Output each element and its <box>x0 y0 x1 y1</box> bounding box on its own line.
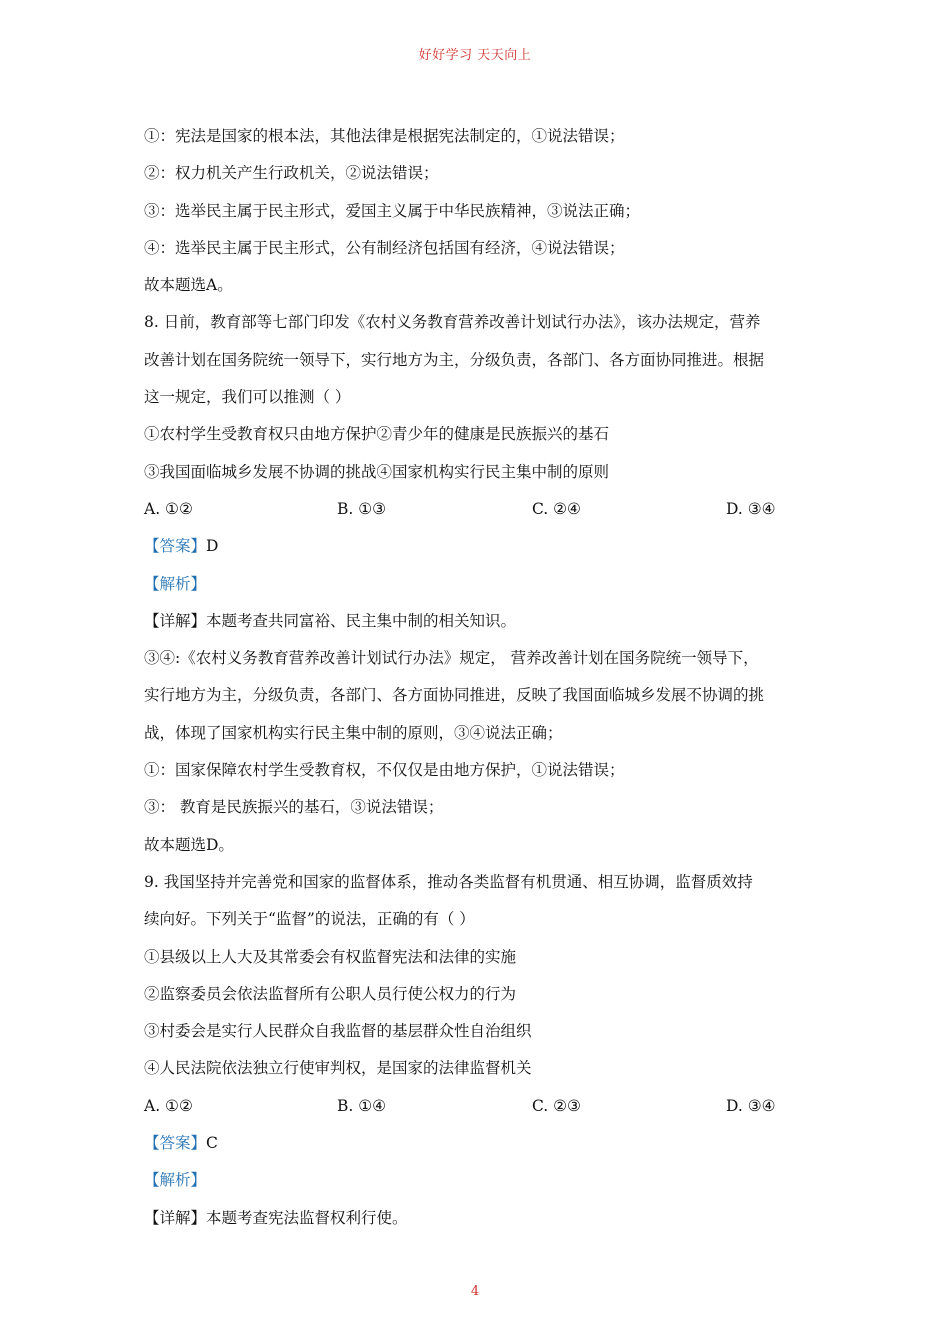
answer-tag: 【答案】 <box>144 1134 207 1153</box>
q9-option-c: C. ②③ <box>532 1096 581 1115</box>
text-line: ③： 教育是民族振兴的基石，③说法错误； <box>144 798 444 817</box>
text-line: 战，体现了国家机构实行民主集中制的原则，③④说法正确； <box>144 723 563 742</box>
q9-options <box>144 1088 814 1125</box>
text-line: 这一规定，我们可以推测（ ） <box>144 388 351 407</box>
detail-line: 【详解】本题考查共同富裕、民主集中制的相关知识。 <box>144 611 517 630</box>
statement-line: ③我国面临城乡发展不协调的挑战④国家机构实行民主集中制的原则 <box>144 462 610 481</box>
answer-tag: 【答案】 <box>144 537 207 556</box>
q8-option-b: B. ①③ <box>337 499 387 518</box>
q8-option-d: D. ③④ <box>726 499 776 518</box>
text-line: ①：国家保障农村学生受教育权，不仅仅是由地方保护，①说法错误； <box>144 761 625 780</box>
statement-line: ④人民法院依法独立行使审判权，是国家的法律监督机关 <box>144 1059 532 1078</box>
text-line: 故本题选D。 <box>144 835 234 854</box>
q8-analysis-tag: 【解析】 <box>144 574 207 593</box>
answer-value: D <box>206 537 219 556</box>
q8-answer <box>144 528 814 565</box>
text-line: 改善计划在国务院统一领导下，实行地方为主，分级负责，各部门、各方面协同推进。根据 <box>144 350 765 369</box>
q9-analysis-tag: 【解析】 <box>144 1171 207 1190</box>
q8-options <box>144 491 814 528</box>
page-header: 好好学习 天天向上 <box>418 48 532 63</box>
text-line: ④：选举民主属于民主形式，公有制经济包括国有经济，④说法错误； <box>144 238 625 257</box>
answer-value: C <box>206 1134 218 1153</box>
q9-option-d: D. ③④ <box>726 1096 776 1115</box>
text-line: 续向好。下列关于“监督”的说法，正确的有（ ） <box>144 910 475 929</box>
question-8-stem: 8. 日前，教育部等七部门印发《农村义务教育营养改善计划试行办法》，该办法规定，营养 <box>144 313 761 332</box>
document-body <box>144 118 814 1237</box>
q9-option-a: A. ①② <box>144 1096 193 1115</box>
text-line: ①：宪法是国家的根本法，其他法律是根据宪法制定的，①说法错误； <box>144 127 625 145</box>
text-line: ③：选举民主属于民主形式，爱国主义属于中华民族精神，③说法正确； <box>144 201 641 220</box>
statement-line: ③村委会是实行人民群众自我监督的基层群众性自治组织 <box>144 1022 532 1041</box>
text-line: ②：权力机关产生行政机关，②说法错误； <box>144 164 439 183</box>
statement-line: ①县级以上人大及其常委会有权监督宪法和法律的实施 <box>144 947 517 966</box>
q8-option-c: C. ②④ <box>532 499 581 518</box>
q9-option-b: B. ①④ <box>337 1096 387 1115</box>
q9-answer <box>144 1125 814 1162</box>
text-line: ③④:《农村义务教育营养改善计划试行办法》规定， 营养改善计划在国务院统一领导下， <box>144 649 759 668</box>
detail-line: 【详解】本题考查宪法监督权利行使。 <box>144 1208 408 1227</box>
statement-line: ①农村学生受教育权只由地方保护②青少年的健康是民族振兴的基石 <box>144 425 610 444</box>
question-9-stem: 9. 我国坚持并完善党和国家的监督体系，推动各类监督有机贯通、相互协调，监督质效持 <box>144 872 753 891</box>
statement-line: ②监察委员会依法监督所有公职人员行使公权力的行为 <box>144 984 517 1003</box>
q8-option-a: A. ①② <box>144 499 193 518</box>
text-line: 故本题选A。 <box>144 276 233 295</box>
text-line: 实行地方为主，分级负责，各部门、各方面协同推进，反映了我国面临城乡发展不协调的挑 <box>144 686 765 705</box>
page-number: 4 <box>470 1284 480 1299</box>
